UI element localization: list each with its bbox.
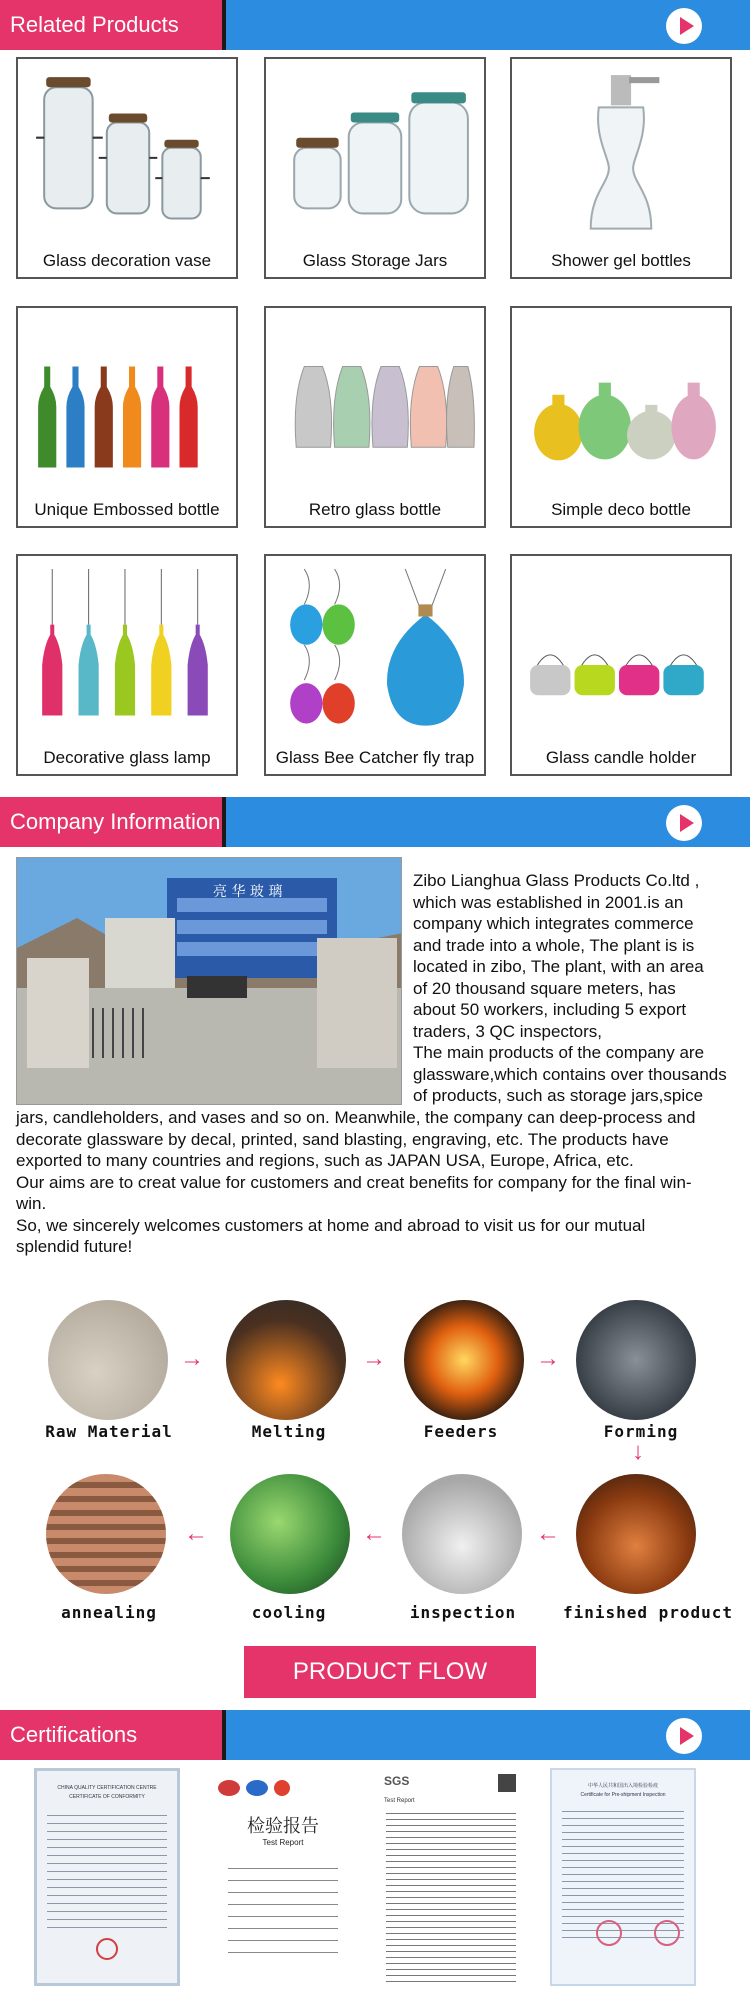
ma-logo-icon (274, 1780, 290, 1796)
arrow-right-icon: → (180, 1345, 204, 1372)
arrow-down-icon: ↓ (632, 1438, 644, 1465)
play-icon[interactable] (666, 8, 702, 44)
product-card[interactable] (16, 554, 238, 776)
ilac-logo-icon (246, 1780, 268, 1796)
storage-jar-image (274, 67, 476, 239)
certificate-image (210, 1768, 356, 1986)
section-title: Related Products (10, 12, 179, 37)
play-icon[interactable] (666, 805, 702, 841)
seal-icon (596, 1920, 622, 1946)
company-text-line: glassware,which contains over thousands (413, 1064, 727, 1084)
product-card[interactable] (510, 554, 732, 776)
annealing-photo (46, 1474, 166, 1594)
cert-text-lines (47, 1808, 167, 1928)
product-caption: Shower gel bottles (551, 251, 691, 270)
cnas-logo-icon (218, 1780, 240, 1796)
product-flow-button[interactable]: PRODUCT FLOW (244, 1646, 536, 1698)
flow-step-label: Melting (251, 1422, 327, 1441)
certificate-image (550, 1768, 696, 1986)
flow-step-label: annealing (61, 1603, 157, 1622)
flow-step-label: finished product (562, 1603, 734, 1622)
forming-photo (576, 1300, 696, 1420)
product-caption: Glass Storage Jars (302, 251, 448, 270)
company-text-line: The main products of the company are (413, 1043, 705, 1062)
flow-step-label: cooling (251, 1603, 327, 1622)
seal-icon (96, 1938, 118, 1960)
product-card[interactable] (16, 306, 238, 528)
product-card[interactable] (264, 554, 486, 776)
product-card[interactable] (264, 57, 486, 279)
seal-icon (654, 1920, 680, 1946)
section-title: Certifications (10, 1722, 138, 1747)
finished-product-photo (576, 1474, 696, 1594)
candle-holder-image (520, 564, 722, 736)
arrow-left-icon: ← (362, 1520, 386, 1547)
product-caption: Decorative glass lamp (43, 748, 211, 767)
company-text-line: located in zibo, The plant, with an area (413, 957, 704, 976)
flow-step-label: Raw Material (45, 1422, 173, 1441)
company-text-line: Our aims are to creat value for customers and creat benefits for company for the final win- (16, 1172, 692, 1192)
retro-bottle-image (274, 316, 476, 488)
product-card[interactable] (16, 57, 238, 279)
arrow-left-icon: ← (184, 1520, 208, 1547)
embossed-bottle-image (26, 316, 228, 488)
raw-material-photo (48, 1300, 168, 1420)
company-text-line: jars, candleholders, and vases and so on. Meanwhile, the company can deep-process and (16, 1108, 696, 1127)
company-description-side (413, 870, 739, 1107)
section-title: Company Information (10, 809, 221, 834)
cooling-photo (230, 1474, 350, 1594)
product-card[interactable] (264, 306, 486, 528)
cert-text-lines (228, 1863, 338, 1953)
company-text-line: exported to many countries and regions, such as JAPAN USA, Europe, Africa, etc. (16, 1151, 634, 1170)
company-text-line: of products, such as storage jars,spice (413, 1086, 704, 1105)
inspection-photo (402, 1474, 522, 1594)
company-text-line: win. (16, 1194, 47, 1213)
product-caption: Glass candle holder (545, 748, 697, 767)
cert-heading: CHINA QUALITY CERTIFICATION CENTRE (57, 1785, 157, 1791)
cert-heading: 检验报告 (247, 1816, 319, 1837)
play-icon[interactable] (666, 1718, 702, 1754)
product-caption: Glass Bee Catcher fly trap (275, 748, 475, 767)
flow-step-label: Forming (603, 1422, 679, 1441)
melting-photo (226, 1300, 346, 1420)
deco-bottle-image (520, 316, 722, 488)
product-caption: Retro glass bottle (308, 500, 442, 519)
certificate-image (378, 1768, 524, 1986)
product-caption: Glass decoration vase (42, 251, 212, 270)
company-text-line: So, we sincerely welcomes customers at home and abroad to visit us for our mutual (16, 1215, 646, 1235)
cert-heading: SGS (384, 1774, 410, 1788)
certifications-header (0, 1710, 750, 1760)
related-products-header (0, 0, 750, 50)
product-card[interactable] (510, 57, 732, 279)
company-description-full (16, 1107, 740, 1258)
company-information-header (0, 797, 750, 847)
arrow-right-icon: → (362, 1345, 386, 1372)
product-caption: Simple deco bottle (551, 500, 691, 519)
bee-catcher-image (274, 564, 476, 736)
shower-gel-bottle-image (520, 67, 722, 239)
factory-building-image (17, 858, 402, 1105)
factory-sign: 亮 华 玻 璃 (213, 884, 283, 900)
company-text-line: splendid future! (16, 1237, 133, 1256)
cert-subheading: CERTIFICATE OF CONFORMITY (69, 1794, 145, 1800)
company-text-line: Zibo Lianghua Glass Products Co.ltd , (413, 871, 700, 890)
company-text-line: which was established in 2001.is an (413, 892, 684, 912)
flow-step-label: inspection (409, 1603, 517, 1622)
company-text-line: decorate glassware by decal, printed, sand blasting, engraving, etc. The products have (16, 1129, 669, 1149)
lab-logo-icon (498, 1774, 516, 1792)
certificate-image (34, 1768, 180, 1986)
cert-subheading: Test Report (262, 1838, 304, 1847)
product-caption: Unique Embossed bottle (34, 500, 220, 519)
glass-vase-image (26, 67, 228, 239)
company-text-line: about 50 workers, including 5 export (413, 1000, 687, 1019)
company-text-line: company which integrates commerce (413, 914, 694, 933)
cert-subheading: Certificate for Pre-shipment Inspection (580, 1792, 666, 1798)
arrow-left-icon: ← (536, 1520, 560, 1547)
feeders-photo (404, 1300, 524, 1420)
company-text-line: of 20 thousand square meters, has (413, 978, 676, 998)
cert-subheading: Test Report (384, 1798, 415, 1804)
flow-step-label: Feeders (423, 1422, 499, 1441)
cert-text-lines (562, 1808, 684, 1938)
factory-photo (16, 857, 402, 1105)
cert-text-lines (386, 1812, 516, 1982)
glass-lamp-image (26, 564, 228, 736)
company-text-line: traders, 3 QC inspectors, (413, 1021, 602, 1041)
cert-heading: 中华人民共和国出入境检验检疫 (587, 1783, 658, 1789)
company-text-line: and trade into a whole, The plant is is (413, 935, 695, 955)
arrow-right-icon: → (536, 1345, 560, 1372)
product-card[interactable] (510, 306, 732, 528)
